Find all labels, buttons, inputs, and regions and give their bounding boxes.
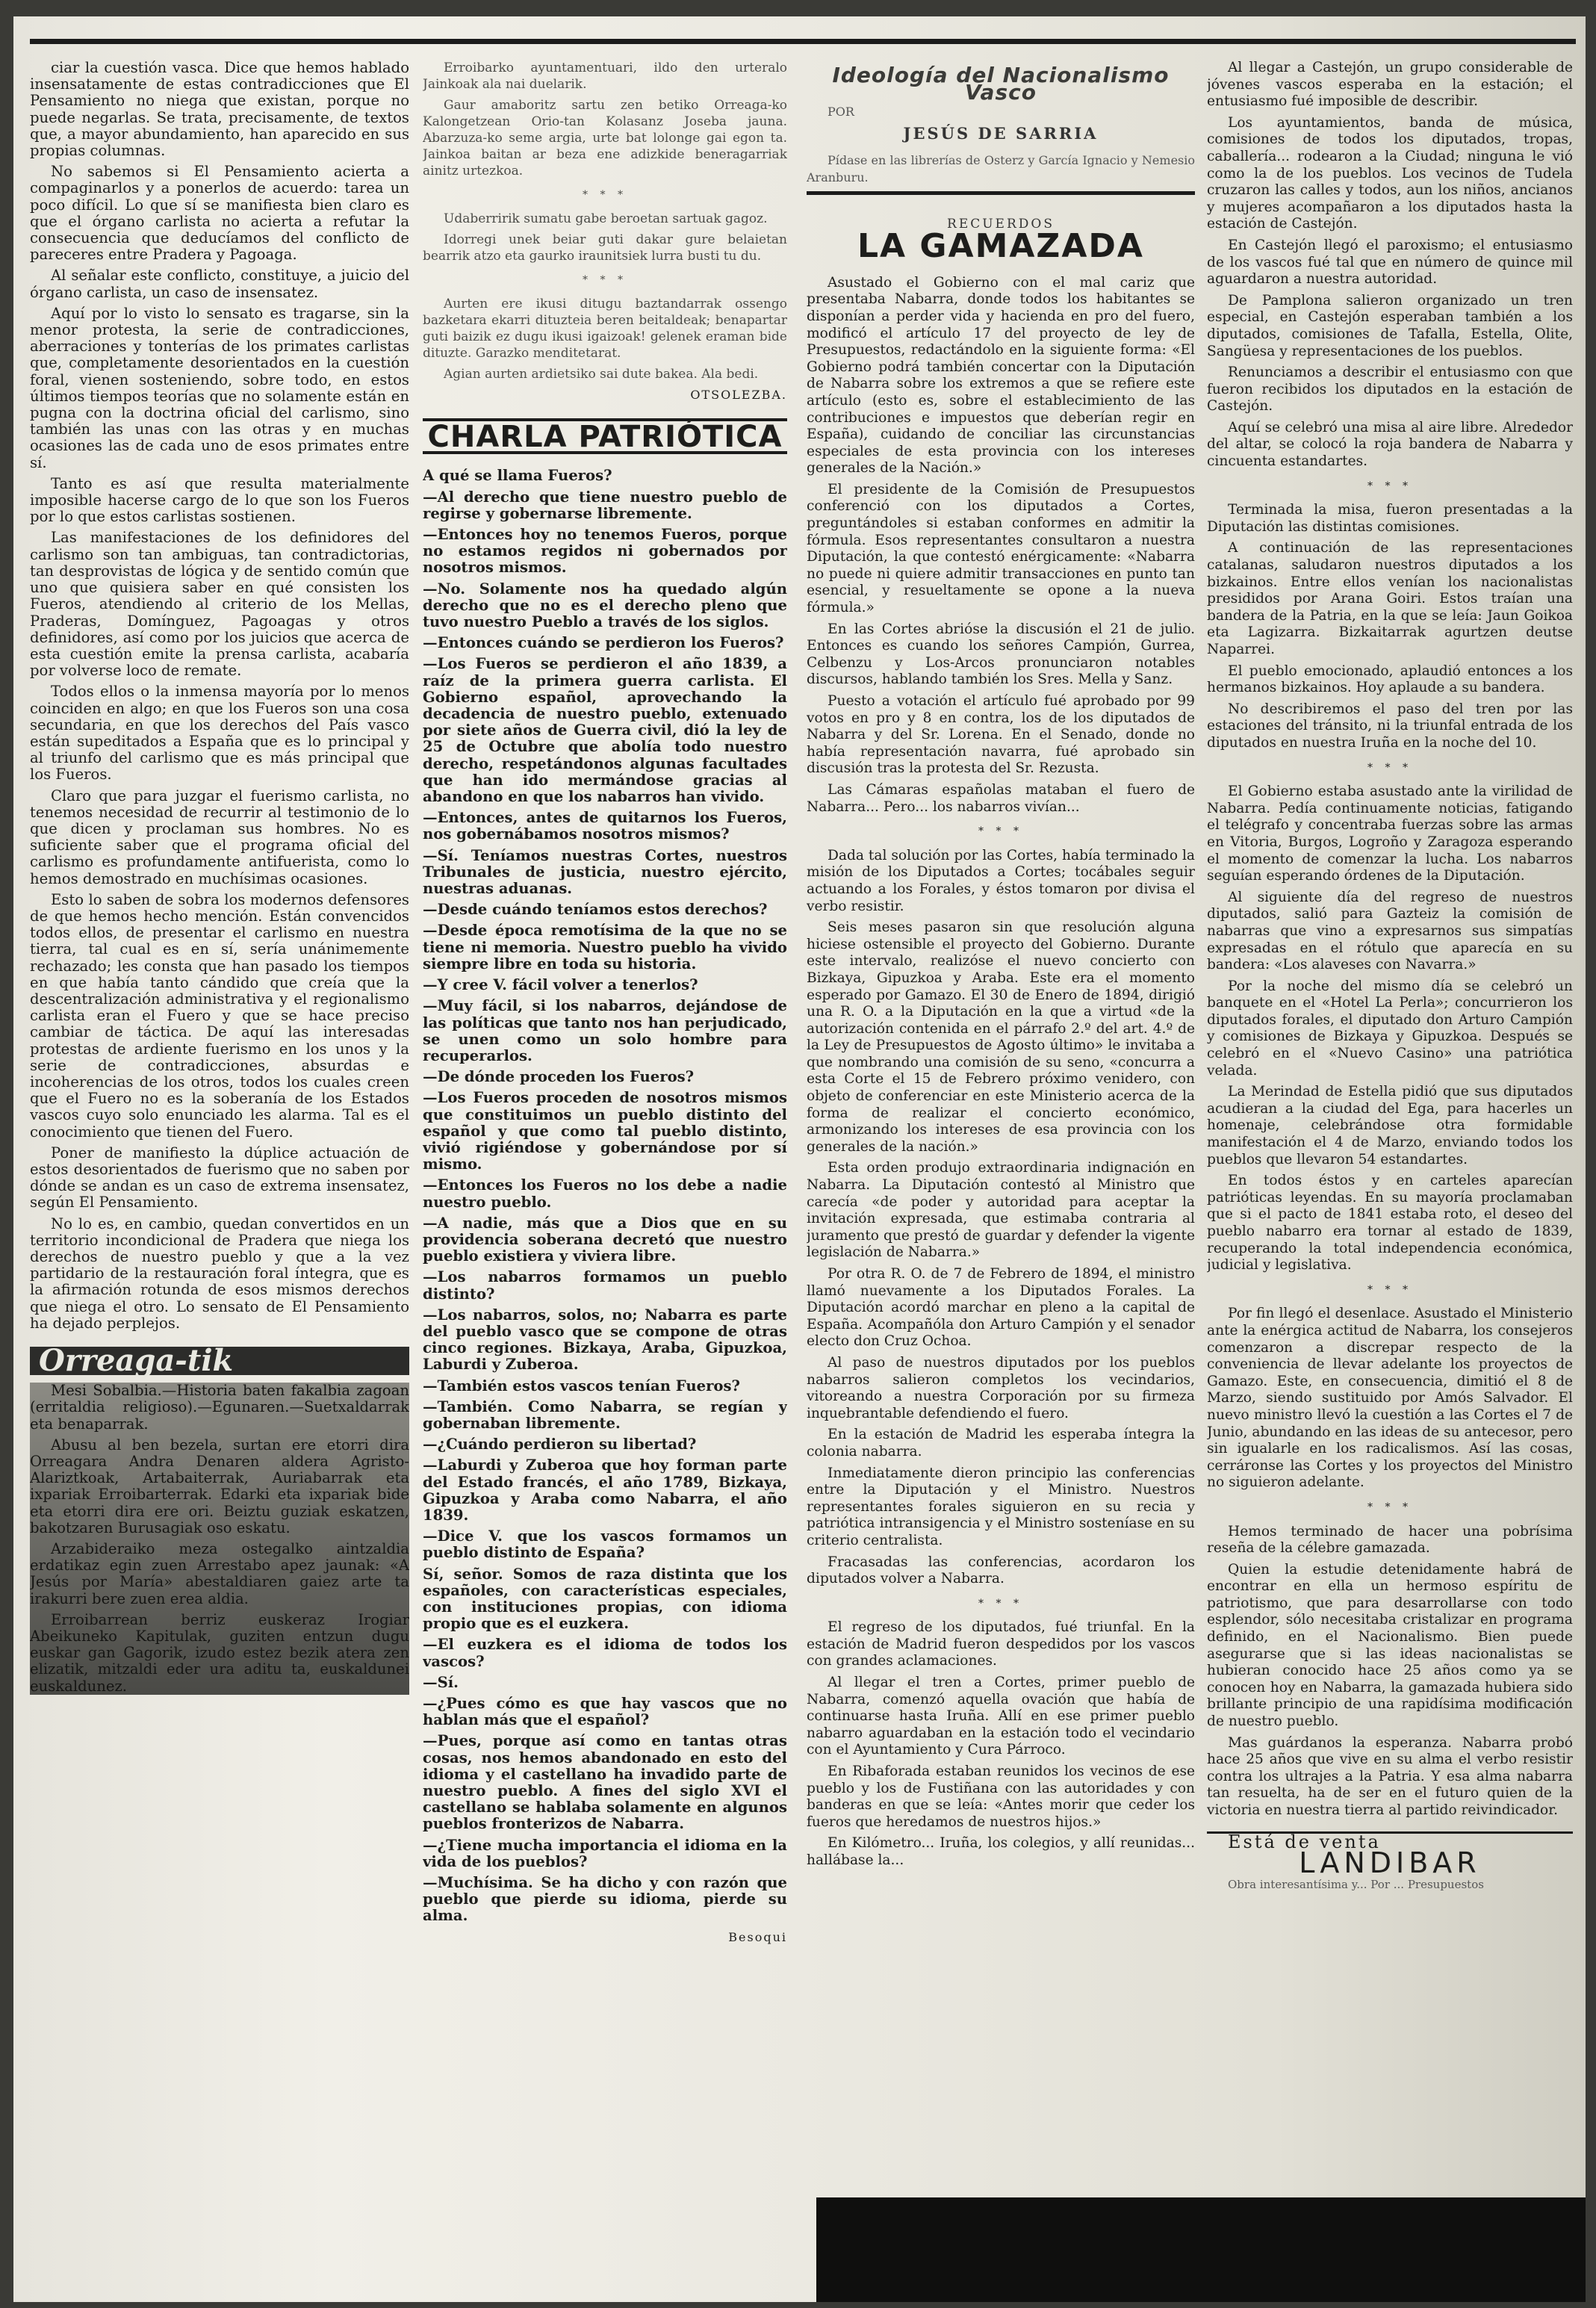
paragraph: —También estos vascos tenían Fueros? xyxy=(423,1377,740,1395)
scan-dark-corner xyxy=(816,2197,1586,2302)
paragraph: —Los nabarros, solos, no; Nabarra es parte del pueblo vasco que se compone de otras cinco regiones. Bizkaya, Araba, Gipuzkoa, Laburdi y Zuberoa. xyxy=(423,1306,787,1374)
paragraph: A continuación de las representaciones catalanas, saludaron nuestros diputados a los bizkainos. Entre ellos venían los nacionalistas presididos por Arana Goiri. Estos traían una bandera de la Patria, en la que se leía: Jaun Goikoa eta Lagizarra. Bizkaitarrak agurtzen deutse Naparrei. xyxy=(1207,540,1573,657)
article-nationalism-continuation xyxy=(30,60,409,1332)
paragraph: Inmediatamente dieron principio las conferencias entre la Diputación y el Ministro. Nuestros representantes forales siguieron en su recia y patriótica intransigencia y el Ministro sosteníase en su criterio centralista. xyxy=(807,1465,1195,1548)
paragraph: El Gobierno estaba asustado ante la virilidad de Nabarra. Pedía continuamente noticias, fatigando el telégrafo y concentraba fuerzas sobre las armas en Vitoria, Burgos, Logroño y Zaragoza esperando el momento de comenzar la lucha. Los nabarros seguían esperando órdenes de la Diputación. xyxy=(1207,784,1573,884)
paragraph: Al llegar a Castejón, un grupo considerable de jóvenes vascos esperaba en la estación; el entusiasmo fué imposible de describir. xyxy=(1207,60,1573,110)
paragraph: La Merindad de Estella pidió que sus diputados acudieran a la ciudad del Ega, para hacerles un homenaje, celebrándose otra formidable manifestación el 4 de Marzo, enviando todos los pueblos que llevaron 54 estandartes. xyxy=(1207,1084,1573,1167)
paragraph: —¿Cuándo perdieron su libertad? xyxy=(423,1436,697,1454)
paragraph: —Sí. Teníamos nuestras Cortes, nuestros Tribunales de justicia, nuestro ejército, nuestras aduanas. xyxy=(423,846,787,898)
paragraph: Al señalar este conflicto, constituye, a juicio del órgano carlista, un caso de insensatez. xyxy=(30,267,409,301)
section-label: RECUERDOS xyxy=(947,216,1055,232)
paragraph: Agian aurten ardietsiko sai dute bakea. Ala bedi. xyxy=(444,367,759,382)
paragraph: Aquí se celebró una misa al aire libre. Alrededor del altar, se colocó la roja bandera de Nabarra y cincuenta estandartes. xyxy=(1207,419,1573,470)
landibar-title: LANDIBAR xyxy=(1299,1846,1481,1880)
paragraph: Mesi Sobalbia.—Historia baten fakalbia zagoan (erritaldia religioso).—Egunaren.—Suetxaldarrak eta benaparrak. xyxy=(30,1382,409,1433)
paragraph: Poner de manifiesto la dúplice actuación de estos desorientados de fuerismo que no saben por dónde se andan es un caso de extrema insensatez, según El Pensamiento. xyxy=(30,1144,409,1212)
paragraph: Al llegar el tren a Cortes, primer pueblo de Nabarra, comenzó aquella ovación que había de continuarse hasta Iruña. Allí en ese primer pueblo nabarro aguardaban en la estación todo el vecindario con el Ayuntamiento y Cura Párroco. xyxy=(807,1675,1195,1758)
paragraph: Erroibarrean berriz euskeraz Irogiar Abeikuneko Kapitulak, guziten entzun dugu euskar gan Gagorik, izudo estez bezik atera zen elizatik, mitzaldi eder ura aditu ta, euskaldunei euskaldunez. xyxy=(30,1610,409,1695)
column-2 xyxy=(423,60,787,2280)
section-separator: * * * xyxy=(583,274,627,286)
paragraph: Por fin llegó el desenlace. Asustado el Ministerio ante la enérgica actitud de Nabarra, los consejeros comenzaron a discrepar respecto de la conveniencia de llevar adelante los proyectos de Gamazo. Este, en consecuencia, dimitió el 8 de Marzo, siendo sustituido por Amós Salvador. El nuevo ministro llevó la cuestión a las Cortes el 7 de Junio, abundando en las ideas de su antecesor, pero sin igualarle en los radicalismos. Así las cosas, cerráronse las Cortes y los proyectos del Ministro no siguieron adelante. xyxy=(1207,1306,1573,1491)
paragraph: Erroibarko ayuntamentuari, ildo den urteralo Jainkoak ala nai duelarik. xyxy=(423,61,787,92)
paragraph: —Los Fueros proceden de nosotros mismos que constituimos un pueblo distinto del español y que como tal pueblo distinto, vivió rigiéndose y gobernándose por sí mismo. xyxy=(423,1089,787,1173)
section-separator: * * * xyxy=(1367,1501,1412,1513)
paragraph: Las manifestaciones de los definidores del carlismo son tan ambiguas, tan contradictorias, tan desprovistas de lógica y de sentido común que uno que quisiera saber en qué consisten los Fueros, atendiendo al criterio de los Mellas, Praderas, Domínguez, Pagoagas y otros definidores, así como por los juicios que acerca de esta cuestión emite la prensa carlista, acabaría por volverse loco de remate. xyxy=(30,529,409,680)
paragraph: —Pues, porque así como en tantas otras cosas, nos hemos abandonado en esto del idioma y el castellano ha invadido parte de nuestro pueblo. A fines del siglo XVI el castellano se hablaba solamente en algunos pueblos fronterizos de Nabarra. xyxy=(423,1732,787,1833)
paragraph: —De dónde proceden los Fueros? xyxy=(423,1068,695,1086)
paragraph: Terminada la misa, fueron presentadas a la Diputación las distintas comisiones. xyxy=(1207,502,1573,535)
paragraph: —Entonces los Fueros no los debe a nadie nuestro pueblo. xyxy=(423,1176,787,1211)
paragraph: Renunciamos a describir el entusiasmo con que fueron recibidos los diputados en la estación de Castejón. xyxy=(1207,364,1573,415)
paragraph: De Pamplona salieron organizado un tren especial, en Castejón esperaban también a los diputados, comisiones de Tafalla, Estella, Olite, Sangüesa y representaciones de los pueblos. xyxy=(1207,292,1573,359)
paragraph: Gaur amaboritz sartu zen betiko Orreaga-ko Kalongetzean Orio-tan Kolasanz Joseba jauna. Abarzuza-ko seme argia, urte bat lolonge gai egon ta. Jainkoa baitan ar beza ene adizkide beneragarriak ainitz urtezkoa. xyxy=(423,98,787,179)
ad-author: JESÚS DE SARRIA xyxy=(903,123,1099,143)
paragraph: No describiremos el paso del tren por las estaciones del tránsito, ni la triunfal entrada de los diputados en nuestra Iruña en la noche del 10. xyxy=(1207,701,1573,751)
paragraph: Dada tal solución por las Cortes, había terminado la misión de los Diputados a Cortes; tocábales seguir actuando a los Forales, y éstos tomaron por divisa el verbo resistir. xyxy=(807,847,1195,914)
orreaga-article xyxy=(30,1383,409,1695)
paragraph: Abusu al ben bezela, surtan ere etorri dira Orreagara Andra Denaren aldera Agristo-Alariztkoak, Artabaiterrak, Auriabarrak eta ixpariak Erroibarterrak. Edarki eta ixpariak bide eta etorri dira ere ori. Beiztu guziak eskatzen, bakotzaren Burusagiak oso eskatu. xyxy=(30,1436,409,1536)
paragraph: Las Cámaras españolas mataban el fuero de Nabarra... Pero... los nabarros vivían... xyxy=(807,781,1195,815)
paragraph: Fracasadas las conferencias, acordaron los diputados volver a Nabarra. xyxy=(807,1554,1195,1587)
gamazada-article-continued xyxy=(1207,60,1573,1820)
column-4 xyxy=(1207,60,1573,2280)
paragraph: En Castejón llegó el paroxismo; el entusiasmo de los vascos fué tal que en número de quince mil aguardaron a nuestra autoridad. xyxy=(1207,237,1573,288)
paragraph: Puesto a votación el artículo fué aprobado por 99 votos en pro y 8 en contra, los de los diputados de Nabarra y del Sr. Lorena. En el Senado, donde no había representación navarra, fué aprobado sin discusión tras la protesta del Sr. Rezusta. xyxy=(807,693,1195,777)
top-rule xyxy=(30,39,1576,44)
gamazada-title: LA GAMAZADA xyxy=(857,227,1144,266)
paragraph: No lo es, en cambio, quedan convertidos en un territorio incondicional de Pradera que niega los derechos de nuestro pueblo y que a la vez partidario de la restauración foral íntegra, que es la afirmación rotunda de esos mismos derechos que niega el otro. Lo sensato de El Pensamiento ha dejado perplejos. xyxy=(30,1215,409,1332)
paragraph: Idorregi unek beiar guti dakar gure belaietan bearrik atzo eta gaurko iraunitsiek lurra busti tu du. xyxy=(423,232,787,264)
paragraph: —Muchísima. Se ha dicho y con razón que pueblo que pierde su idioma, pierde su alma. xyxy=(423,1874,787,1925)
paragraph: Udaberririk sumatu gabe beroetan sartuak gagoz. xyxy=(444,211,768,226)
paragraph: Aquí por lo visto lo sensato es tragarse, sin la menor protesta, la serie de contradicciones, aberraciones y tonterías de los primates carlistas que, completamente desorientados en la cuestión foral, vienen sosteniendo, sobre todo, en estos últimos tiempos teorías que no solamente están en pugna con la doctrina oficial del carlismo, sino también las unas con las otras y en muchas ocasiones las de cada uno de esos primates entre sí. xyxy=(30,304,409,471)
paragraph: —A nadie, más que a Dios que en su providencia soberana decretó que nuestro pueblo existiera y viviera libre. xyxy=(423,1214,787,1265)
paragraph: No sabemos si El Pensamiento acierta a compaginarlos y a ponerlos de acuerdo: tarea un poco difícil. Lo que sí se manifiesta bien claro es que el órgano carlista no acierta a refutar la consecuencia que deducíamos del conflicto de pareceres entre Pradera y Pagoaga. xyxy=(30,163,409,264)
basque-notes xyxy=(423,60,787,382)
col2-footer: Besoqui xyxy=(728,1929,787,1944)
paragraph: En Ribaforada estaban reunidos los vecinos de ese pueblo y los de Fustiñana con las autoridades y con banderas en que se leía: «Antes morir que ceder los fueros que heredamos de nuestros hijos.» xyxy=(807,1763,1195,1830)
paragraph: —¿Tiene mucha importancia el idioma en la vida de los pueblos? xyxy=(423,1836,787,1870)
ad-title: Ideología del Nacionalismo Vasco xyxy=(832,63,1170,105)
paragraph: El regreso de los diputados, fué triunfal. En la estación de Madrid fueron despedidos por los vascos con grandes aclamaciones. xyxy=(807,1619,1195,1669)
ad-por: POR xyxy=(828,105,854,120)
paragraph: —Desde cuándo teníamos estos derechos? xyxy=(423,901,768,919)
paragraph: El presidente de la Comisión de Presupuestos conferenció con los diputados a Cortes, preguntándoles si estaban conformes en admitir la fórmula. Esos representantes consultaron a nuestra Diputación, la que contestó enérgicamente: «Nabarra no puede ni quiere admitir transacciones en punto tan esencial, y resueltamente se opone a la nueva fórmula.» xyxy=(807,481,1195,616)
for-sale-label: Está de venta xyxy=(1228,1831,1381,1852)
section-separator: * * * xyxy=(583,189,627,201)
section-separator: * * * xyxy=(1367,1283,1412,1296)
signature: OTSOLEZBA. xyxy=(690,388,787,402)
paragraph: En todos éstos y en carteles aparecían patrióticas leyendas. En su mayoría proclamaban que si el pacto de 1841 estaba roto, el deseo del pueblo nabarro era tornar al estado de 1839, recuperando la total independencia económica, judicial y legislativa. xyxy=(1207,1173,1573,1274)
paragraph: —No. Solamente nos ha quedado algún derecho que no es el derecho pleno que tuvo nuestro Pueblo a través de los siglos. xyxy=(423,580,787,631)
section-separator: * * * xyxy=(1367,480,1412,492)
column-3 xyxy=(807,60,1195,2280)
charla-dialogue xyxy=(423,468,787,1924)
paragraph: —Muy fácil, si los nabarros, dejándose de las políticas que tanto nos han perjudicado, se unen como un solo hombre para recuperarlos. xyxy=(423,997,787,1064)
paragraph: Arzabideraiko meza ostegalko aintzaldia erdatikaz egin zuen Arrestabo apez jaunak: «A Jesús por María» abestaldiaren gaiez arte ta irakurri bere zuen erea aldia. xyxy=(30,1540,409,1607)
paragraph: El pueblo emocionado, aplaudió entonces a los hermanos bizkainos. Hoy aplaude a su bandera. xyxy=(1207,663,1573,696)
paragraph: —Desde época remotísima de la que no se tiene ni memoria. Nuestro pueblo ha vivido siempre libre en toda su historia. xyxy=(423,922,787,972)
paragraph: Quien la estudie detenidamente habrá de encontrar en ella un hermoso espíritu de patriotismo, que para desarrollarse con todo esplendor, sólo necesitaba cristalizar en programa definido, en el Nacionalismo. Bien puede asegurarse que si las ideas nacionalistas se hubieran conocido hace 25 años como ya se conocen hoy en Nabarra, la gamazada hubiera sido brillante principio de una rapidísima modificación de nuestro pueblo. xyxy=(1207,1561,1573,1730)
paragraph: Esto lo saben de sobra los modernos defensores de que hemos hecho mención. Están convencidos todos ellos, de presentar el carlismo en nuestra tierra, tal cual es en sí, sería unánimemente rechazado; les consta que han pasado los tiempos en que había tanto cándido que creía que la descentralización administrativa y el regionalismo carlista eran el Fuero y que se hace preciso cambiar de táctica. De aquí las interesadas protestas de ardiente fuerismo en los unos y la serie de contradicciones, absurdas e incoherencias de los otros, todos los cuales creen que el Fuero no es la soberanía de los Estados vascos cuyo solo enunciado les alarma. Tal es el conocimiento que tienen del Fuero. xyxy=(30,890,409,1141)
section-separator: * * * xyxy=(1367,761,1412,774)
paragraph: —Y cree V. fácil volver a tenerlos? xyxy=(423,976,698,994)
paragraph: Hemos terminado de hacer una pobrísima reseña de la célebre gamazada. xyxy=(1207,1523,1573,1557)
section-separator: * * * xyxy=(978,1597,1023,1610)
paragraph: Los ayuntamientos, banda de música, comisiones de todos los diputados, tropas, caballería... rodearon a la Ciudad; ninguna le vió como la de los pueblos. Los vecinos de Tudela cruzaron las calles y todos, aun los niños, ancianos y mujeres acompañaron a los diputados hasta la estación de Castejón. xyxy=(1207,114,1573,232)
paragraph: —Laburdi y Zuberoa que hoy forman parte del Estado francés, el año 1789, Bizkaya, Gipuzkoa y Araba como Nabarra, el año 1839. xyxy=(423,1457,787,1524)
section-separator: * * * xyxy=(978,825,1023,838)
ad-note: Pídase en las librerías de Osterz y García Ignacio y Nemesio Aranburu. xyxy=(807,153,1195,184)
paragraph: —Sí. xyxy=(423,1673,459,1691)
charla-title: CHARLA PATRIÓTICA xyxy=(427,420,783,455)
paragraph: Al paso de nuestros diputados por los pueblos nabarros salieron completos los vecindarios, vitoreando a nuestra Corporación por su firmeza inquebrantable defendiendo el fuero. xyxy=(807,1354,1195,1421)
paragraph: Esta orden produjo extraordinaria indignación en Nabarra. La Diputación contestó al Ministro que carecía «de poder y autoridad para aceptar la invitación expresada, que estimaba contraria al juramento que prestó de guardar y defender la vigente legislación de Nabarra.» xyxy=(807,1160,1195,1261)
charla-heading-box xyxy=(423,418,787,454)
column-1 xyxy=(30,60,409,2280)
paragraph: —Dice V. que los vascos formamos un pueblo distinto de España? xyxy=(423,1527,787,1562)
paragraph: En las Cortes abrióse la discusión el 21 de julio. Entonces es cuando los señores Campión, Gurrea, Celbenzu y Los-Arcos pronunciaron notables discursos, hablando también los Sres. Mella y Sanz. xyxy=(807,621,1195,688)
paragraph: —Los nabarros formamos un pueblo distinto? xyxy=(423,1268,787,1303)
paragraph: Todos ellos o la inmensa mayoría por lo menos coinciden en algo; en que los Fueros son una cosa secundaria, en que los derechos del País vasco están supeditados a España que es lo principal y al triunfo del carlismo que es más principal que los Fueros. xyxy=(30,683,409,784)
gamazada-article xyxy=(807,275,1195,1870)
paragraph: Al siguiente día del regreso de nuestros diputados, salió para Gazteiz la comisión de nabarras que vino a expresarnos sus simpatías expresadas en el rótulo que aparecía en su bandera: «Los alaveses con Navarra.» xyxy=(1207,889,1573,973)
paragraph: Aurten ere ikusi ditugu baztandarrak ossengo bazketara ekarri dituzteia beren beitaldeak; benapartar guti baizik ez dugu ikusi igaizoak! gelenek eraman bide dituzte. Garazko menditetarat. xyxy=(423,297,787,361)
paragraph: En la estación de Madrid les esperaba íntegra la colonia nabarra. xyxy=(807,1427,1195,1459)
paragraph: —Entonces, antes de quitarnos los Fueros, nos gobernábamos nosotros mismos? xyxy=(423,809,787,843)
paragraph: —Los Fueros se perdieron el año 1839, a raíz de la primera guerra carlista. El Gobierno español, aprovechando la decadencia de nuestro pueblo, extenuado por siete años de Guerra civil, dió la ley de 25 de Octubre que abolía todo nuestro derecho, respetándonos algunas facultades que han ido mermándose gracias al abandono en que los nabarros han vivido. xyxy=(423,655,787,806)
paragraph: Por la noche del mismo día se celebró un banquete en el «Hotel La Perla»; concurrieron los diputados forales, el diputado don Arturo Campión y comisiones de Bizkaya y Gipuzkoa. Después se celebró en el «Nuevo Casino» una patriótica velada. xyxy=(1207,978,1573,1079)
paragraph: Tanto es así que resulta materialmente imposible hacerse cargo de lo que son los Fueros por lo que estos carlistas sostienen. xyxy=(30,474,409,526)
paragraph: —El euzkera es el idioma de todos los vascos? xyxy=(423,1636,787,1670)
paragraph: Mas guárdanos la esperanza. Nabarra probó hace 25 años que vive en su alma el verbo resistir contra los ultrajes a la Patria. Y esa alma nabarra tan resuelta, ha de ser en el futuro quien de la victoria en nuestra tierra al partido reivindicador. xyxy=(1207,1734,1573,1818)
paragraph: —Entonces hoy no tenemos Fueros, porque no estamos regidos ni gobernados por nosotros mismos. xyxy=(423,526,787,577)
paragraph: Por otra R. O. de 7 de Febrero de 1894, el ministro llamó nuevamente a los Diputados Forales. La Diputación acordó marchar en pleno a la capital de España. Acompañóla don Arturo Campión y el senador electo don Cruz Ochoa. xyxy=(807,1266,1195,1350)
paragraph: Sí, señor. Somos de raza distinta que los españoles, con características especiales, con instituciones propias, con idioma propio que es el euzkera. xyxy=(423,1565,787,1633)
paragraph: Seis meses pasaron sin que resolución alguna hiciese ostensible el proyecto del Gobierno. Durante este intervalo, realizóse el nuevo concierto con Bizkaya, Gipuzkoa y Araba. Este era el momento esperado por Gamazo. El 30 de Enero de 1894, dirigió una R. O. a la Diputación en la que a virtud «de la autorización contenida en el párrafo 2.º del art. 4.º de la Ley de Presupuestos de Agosto último» le invitaba a que nombrando una comisión de su seno, «concurra a esta Corte el 15 de Febrero próximo venidero, con objeto de conferenciar en este Ministerio acerca de la forma de realizar el concierto económico, armonizando los intereses de esa provincia con los generales de la nación.» xyxy=(807,919,1195,1155)
paragraph: —Entonces cuándo se perdieron los Fueros? xyxy=(423,634,784,652)
paragraph: —También. Como Nabarra, se regían y gobernaban libremente. xyxy=(423,1397,787,1432)
paragraph: En Kilómetro... Iruña, los colegios, y allí reunidas... hallábase la... xyxy=(807,1835,1195,1868)
ad-rule xyxy=(807,191,1195,195)
paragraph: Claro que para juzgar el fuerismo carlista, no tenemos necesidad de recurrir al testimonio de lo que dicen y proclaman sus hombres. No es suficiente saber que el programa oficial del carlismo es profundamente antifuerista, como lo hemos demostrado en muchísimas ocasiones. xyxy=(30,787,409,887)
newspaper-page xyxy=(13,16,1586,2302)
paragraph: —¿Pues cómo es que hay vascos que no hablan más que el español? xyxy=(423,1695,787,1729)
footer-note: Obra interesantísima y... Por ... Presupuestos xyxy=(1228,1877,1484,1891)
paragraph: ciar la cuestión vasca. Dice que hemos hablado insensatamente de estas contradicciones que El Pensamiento no niega que existan, porque no puede negarlas. Se trata, precisamente, de textos que, a mayor abundamiento, han aparecido en sus propias columnas. xyxy=(30,60,409,160)
orreaga-heading: Orreaga-tik xyxy=(30,1347,409,1375)
paragraph: Asustado el Gobierno con el mal cariz que presentaba Nabarra, donde todos los habitantes se disponían a perder vida y hacienda en pro del fuero, modificó el artículo 17 del proyecto de ley de Presupuestos, redactándolo en la siguiente forma: «El Gobierno podrá también concertar con la Diputación de Nabarra sobre los extremos a que se refiere este artículo (esto es, sobre el establecimiento de las contribuciones e impuestos que deberían regir en España), cuidando de conciliar las circunstancias especiales de esta provincia con los intereses generales de la Nación.» xyxy=(807,274,1195,477)
paragraph: A qué se llama Fueros? xyxy=(423,467,612,485)
paragraph: —Al derecho que tiene nuestro pueblo de regirse y gobernarse libremente. xyxy=(423,488,787,522)
book-advertisement xyxy=(807,63,1195,187)
